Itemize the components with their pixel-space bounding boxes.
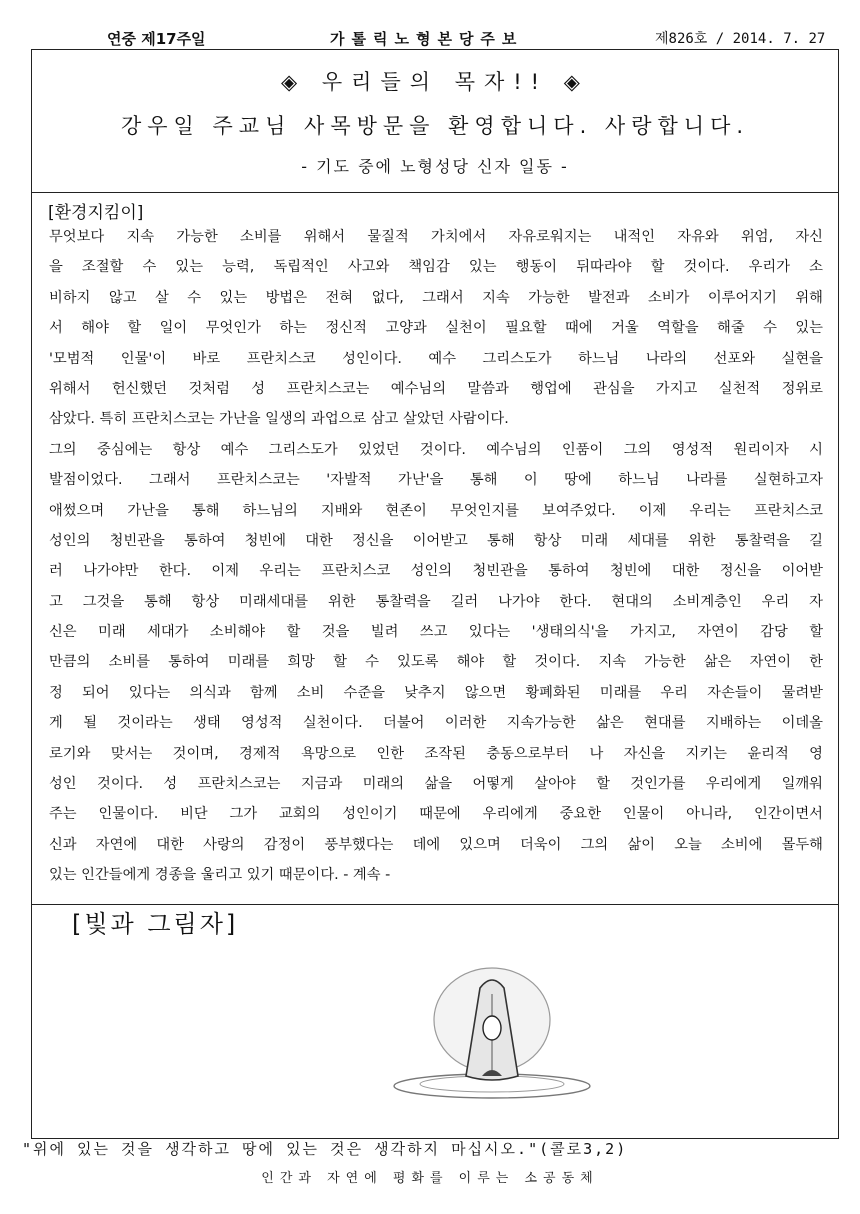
- text-line: 신은 미래 세대가 소비해야 할 것을 빌려 쓰고 있다는 '생태의식'을 가지고, 자연이 감당 할: [49, 624, 823, 641]
- liturgical-week: 연중 제17주일: [107, 30, 206, 48]
- text-line: 러 나가야만 한다. 이제 우리는 프란치스코 성인의 청빈관을 통하여 청빈에 대한 정신을 이어받: [49, 563, 823, 580]
- text-line: 무엇보다 지속 가능한 소비를 위해서 물질적 가치에서 자유로워지는 내적인 자유와 위엄, 자신: [49, 229, 823, 245]
- text-line: 있는 인간들에게 경종을 울리고 있기 때문이다. - 계속 -: [49, 867, 391, 884]
- text-line: 로기와 맞서는 것이며, 경제적 욕망으로 인한 조작된 충동으로부터 나 자신을 지키는 윤리적 영: [49, 745, 823, 762]
- text-line: 신과 자연에 대한 사랑의 감정이 풍부했다는 데에 있으며 더욱이 그의 삶이 오늘 소비에 몰두해: [49, 836, 823, 853]
- text-line: '모범적 인물'이 바로 프란치스코 성인이다. 예수 그리스도가 하느님 나라의 선포와 실현을: [49, 350, 823, 367]
- environment-section: [32, 192, 838, 905]
- footer-motto: 인간과 자연에 평화를 이루는 소공동체: [261, 1171, 599, 1186]
- text-line: 서 해야 할 일이 무엇인가 하는 정신적 고양과 실천이 필요할 때에 거울 역할을 해줄 수 있는: [49, 320, 823, 337]
- text-line: 그의 중심에는 항상 예수 그리스도가 있었던 것이다. 예수님의 인품이 그의 영성적 원리이자 시: [49, 441, 823, 458]
- text-line: 정 되어 있다는 의식과 함께 소비 수준을 낮추지 않으면 황폐화된 미래를 우리 자손들이 물려받: [49, 684, 823, 701]
- text-line: 주는 인물이다. 비단 그가 교회의 성인이기 때문에 우리에게 중요한 인물이 아니라, 인간이면서: [49, 806, 823, 823]
- issue-info: 제826호 / 2014. 7. 27: [655, 31, 826, 47]
- environment-heading: [환경지킴이]: [48, 203, 144, 223]
- text-line: 게 될 것이라는 생태 영성적 실천이다. 더불어 이러한 지속가능한 삶은 현대를 지배하는 이데올: [49, 715, 823, 732]
- text-line: 비하지 않고 살 수 있는 방법은 전혀 없다, 그래서 지속 가능한 발전과 소비가 이루어지기 위해: [49, 289, 823, 306]
- bulletin-title: 가톨릭노형본당주보: [330, 30, 524, 48]
- scripture-quote: "위에 있는 것을 생각하고 땅에 있는 것은 생각하지 마십시오."(콜로3,2): [22, 1140, 628, 1158]
- text-line: 애썼으며 가난을 통해 하느님의 지배와 현존이 무엇인지를 보여주었다. 이제 우리는 프란치스코: [49, 502, 823, 519]
- text-line: 만큼의 소비를 통하여 미래를 희망 할 수 있도록 해야 할 것이다. 지속 가능한 삶은 자연이 한: [49, 654, 823, 671]
- environment-text: [49, 222, 823, 891]
- pastor-title: ◈ 우리들의 목자!! ◈: [281, 70, 589, 94]
- bulletin-frame: [31, 49, 839, 1139]
- welcome-message: 강우일 주교님 사목방문을 환영합니다. 사랑합니다.: [120, 114, 750, 138]
- text-line: 성인의 청빈관을 통하여 청빈에 대한 정신을 이어받고 통해 항상 미래 세대를 위한 통찰력을 길: [49, 532, 823, 549]
- welcome-signature: - 기도 중에 노형성당 신자 일동 -: [301, 157, 569, 176]
- light-shadow-section: [32, 904, 838, 1138]
- light-shadow-heading: [빛과 그림자]: [72, 910, 239, 938]
- text-line: 삼았다. 특히 프란치스코는 가난을 일생의 과업으로 삼고 살았던 사람이다.: [49, 411, 509, 428]
- praying-figure-illustration: [392, 958, 592, 1108]
- text-line: 위해서 헌신했던 것처럼 성 프란치스코는 예수님의 말씀과 행업에 관심을 가지고 실천적 정위로: [49, 380, 823, 397]
- text-line: 발점이었다. 그래서 프란치스코는 '자발적 가난'을 통해 이 땅에 하느님 나라를 실현하고자: [49, 472, 823, 489]
- page-header: [0, 28, 860, 50]
- text-line: 을 조절할 수 있는 능력, 독립적인 사고와 책임감 있는 행동이 뒤따라야 할 것이다. 우리가 소: [49, 259, 823, 276]
- text-line: 고 그것을 통해 항상 미래세대를 위한 통찰력을 길러 나가야 한다. 현대의 소비계층인 우리 자: [49, 593, 823, 610]
- pastor-welcome-box: [32, 50, 838, 193]
- text-line: 성인 것이다. 성 프란치스코는 지금과 미래의 삶을 어떻게 살아야 할 것인가를 우리에게 일깨워: [49, 776, 823, 793]
